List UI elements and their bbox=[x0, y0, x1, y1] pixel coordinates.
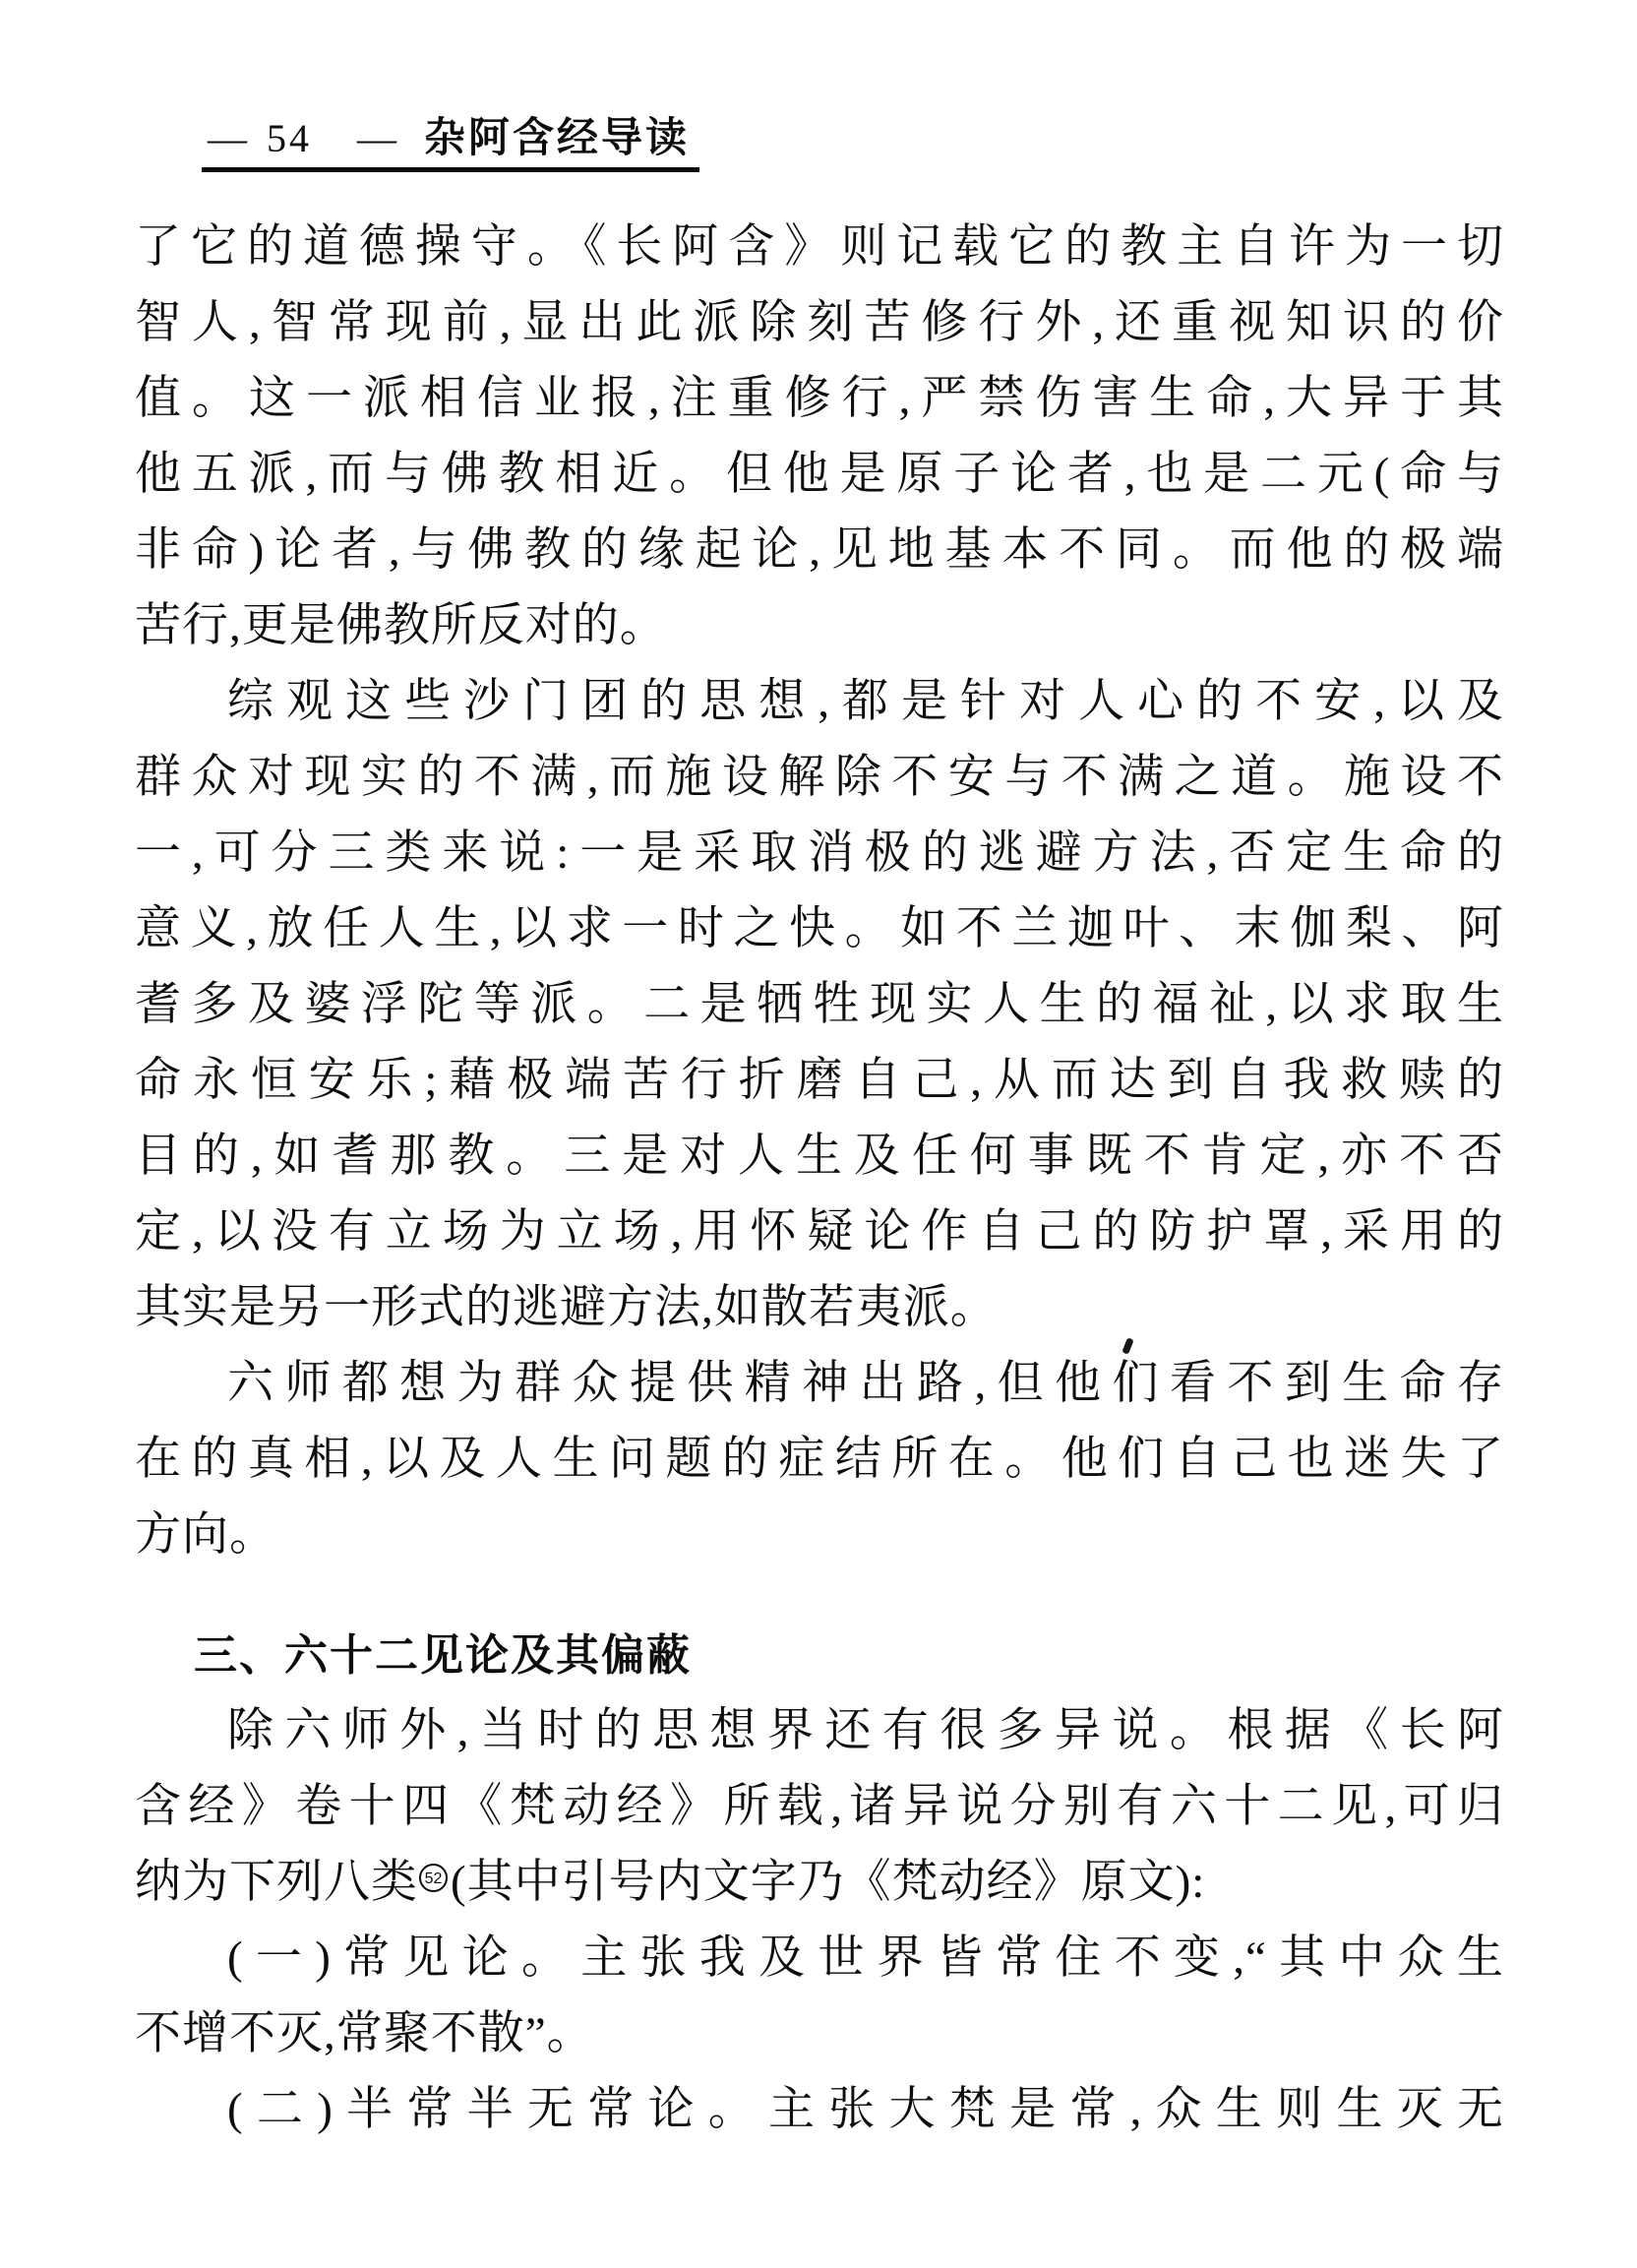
text-line: (一)常见论。主张我及世界皆常住不变,“其中众生 bbox=[227, 1932, 1504, 1984]
text-line: 含经》卷十四《梵动经》所载,诸异说分别有六十二见,可归 bbox=[135, 1781, 1504, 1832]
header-dash-left: — bbox=[208, 116, 247, 160]
section-heading: 三、六十二见论及其偏蔽 bbox=[194, 1631, 692, 1680]
text-segment: 纳为下列八类 bbox=[135, 1857, 418, 1908]
text-line: 了它的道德操守。《长阿含》则记载它的教主自许为一切 bbox=[135, 221, 1504, 273]
text-line: 他五派,而与佛教相近。但他是原子论者,也是二元(命与 bbox=[135, 449, 1504, 500]
footnote-ref-badge: 52 bbox=[419, 1864, 448, 1892]
text-line: 智人,智常现前,显出此派除刻苦修行外,还重视知识的价 bbox=[135, 297, 1504, 348]
header-dash-right: — bbox=[357, 116, 396, 160]
running-head bbox=[202, 116, 699, 172]
page-number: 54 bbox=[267, 116, 312, 160]
text-line: 其实是另一形式的逃避方法,如散若夷派。 bbox=[135, 1282, 998, 1333]
text-line: 定,以没有立场为立场,用怀疑论作自己的防护罩,采用的 bbox=[135, 1206, 1504, 1257]
text-line: (二)半常半无常论。主张大梵是常,众生则生灭无 bbox=[227, 2084, 1504, 2135]
text-line: 一,可分三类来说:一是采取消极的逃避方法,否定生命的 bbox=[135, 828, 1504, 879]
book-title: 杂阿含经导读 bbox=[424, 116, 691, 161]
text-line: 命永恒安乐;藉极端苦行折磨自己,从而达到自我救赎的 bbox=[135, 1055, 1504, 1106]
text-line: 方向。 bbox=[135, 1509, 276, 1561]
page-body bbox=[135, 210, 1504, 2148]
text-line: 不增不灭,常聚不散”。 bbox=[135, 2008, 594, 2059]
text-line: 综观这些沙门团的思想,都是针对人心的不安,以及 bbox=[227, 676, 1504, 727]
text-line: 目的,如耆那教。三是对人生及任何事既不肯定,亦不否 bbox=[135, 1131, 1504, 1182]
text-line: 意义,放任人生,以求一时之快。如不兰迦叶、末伽梨、阿 bbox=[135, 903, 1504, 954]
text-line: 除六师外,当时的思想界还有很多异说。根据《长阿 bbox=[227, 1705, 1504, 1756]
text-line: 耆多及婆浮陀等派。二是牺牲现实人生的福祉,以求取生 bbox=[135, 979, 1504, 1030]
text-line: 非命)论者,与佛教的缘起论,见地基本不同。而他的极端 bbox=[135, 524, 1504, 576]
text-line-with-footnote bbox=[135, 1845, 1504, 1921]
text-segment: (其中引号内文字乃《梵动经》原文): bbox=[451, 1857, 1206, 1908]
text-line: 值。这一派相信业报,注重修行,严禁伤害生命,大异于其 bbox=[135, 373, 1504, 424]
text-line: 在的真相,以及人生问题的症结所在。他们自己也迷失了 bbox=[135, 1434, 1504, 1485]
text-line: 群众对现实的不满,而施设解除不安与不满之道。施设不 bbox=[135, 752, 1504, 803]
text-line: 苦行,更是佛教所反对的。 bbox=[135, 600, 667, 651]
text-line: 六师都想为群众提供精神出路,但他们看不到生命存 bbox=[227, 1358, 1504, 1409]
